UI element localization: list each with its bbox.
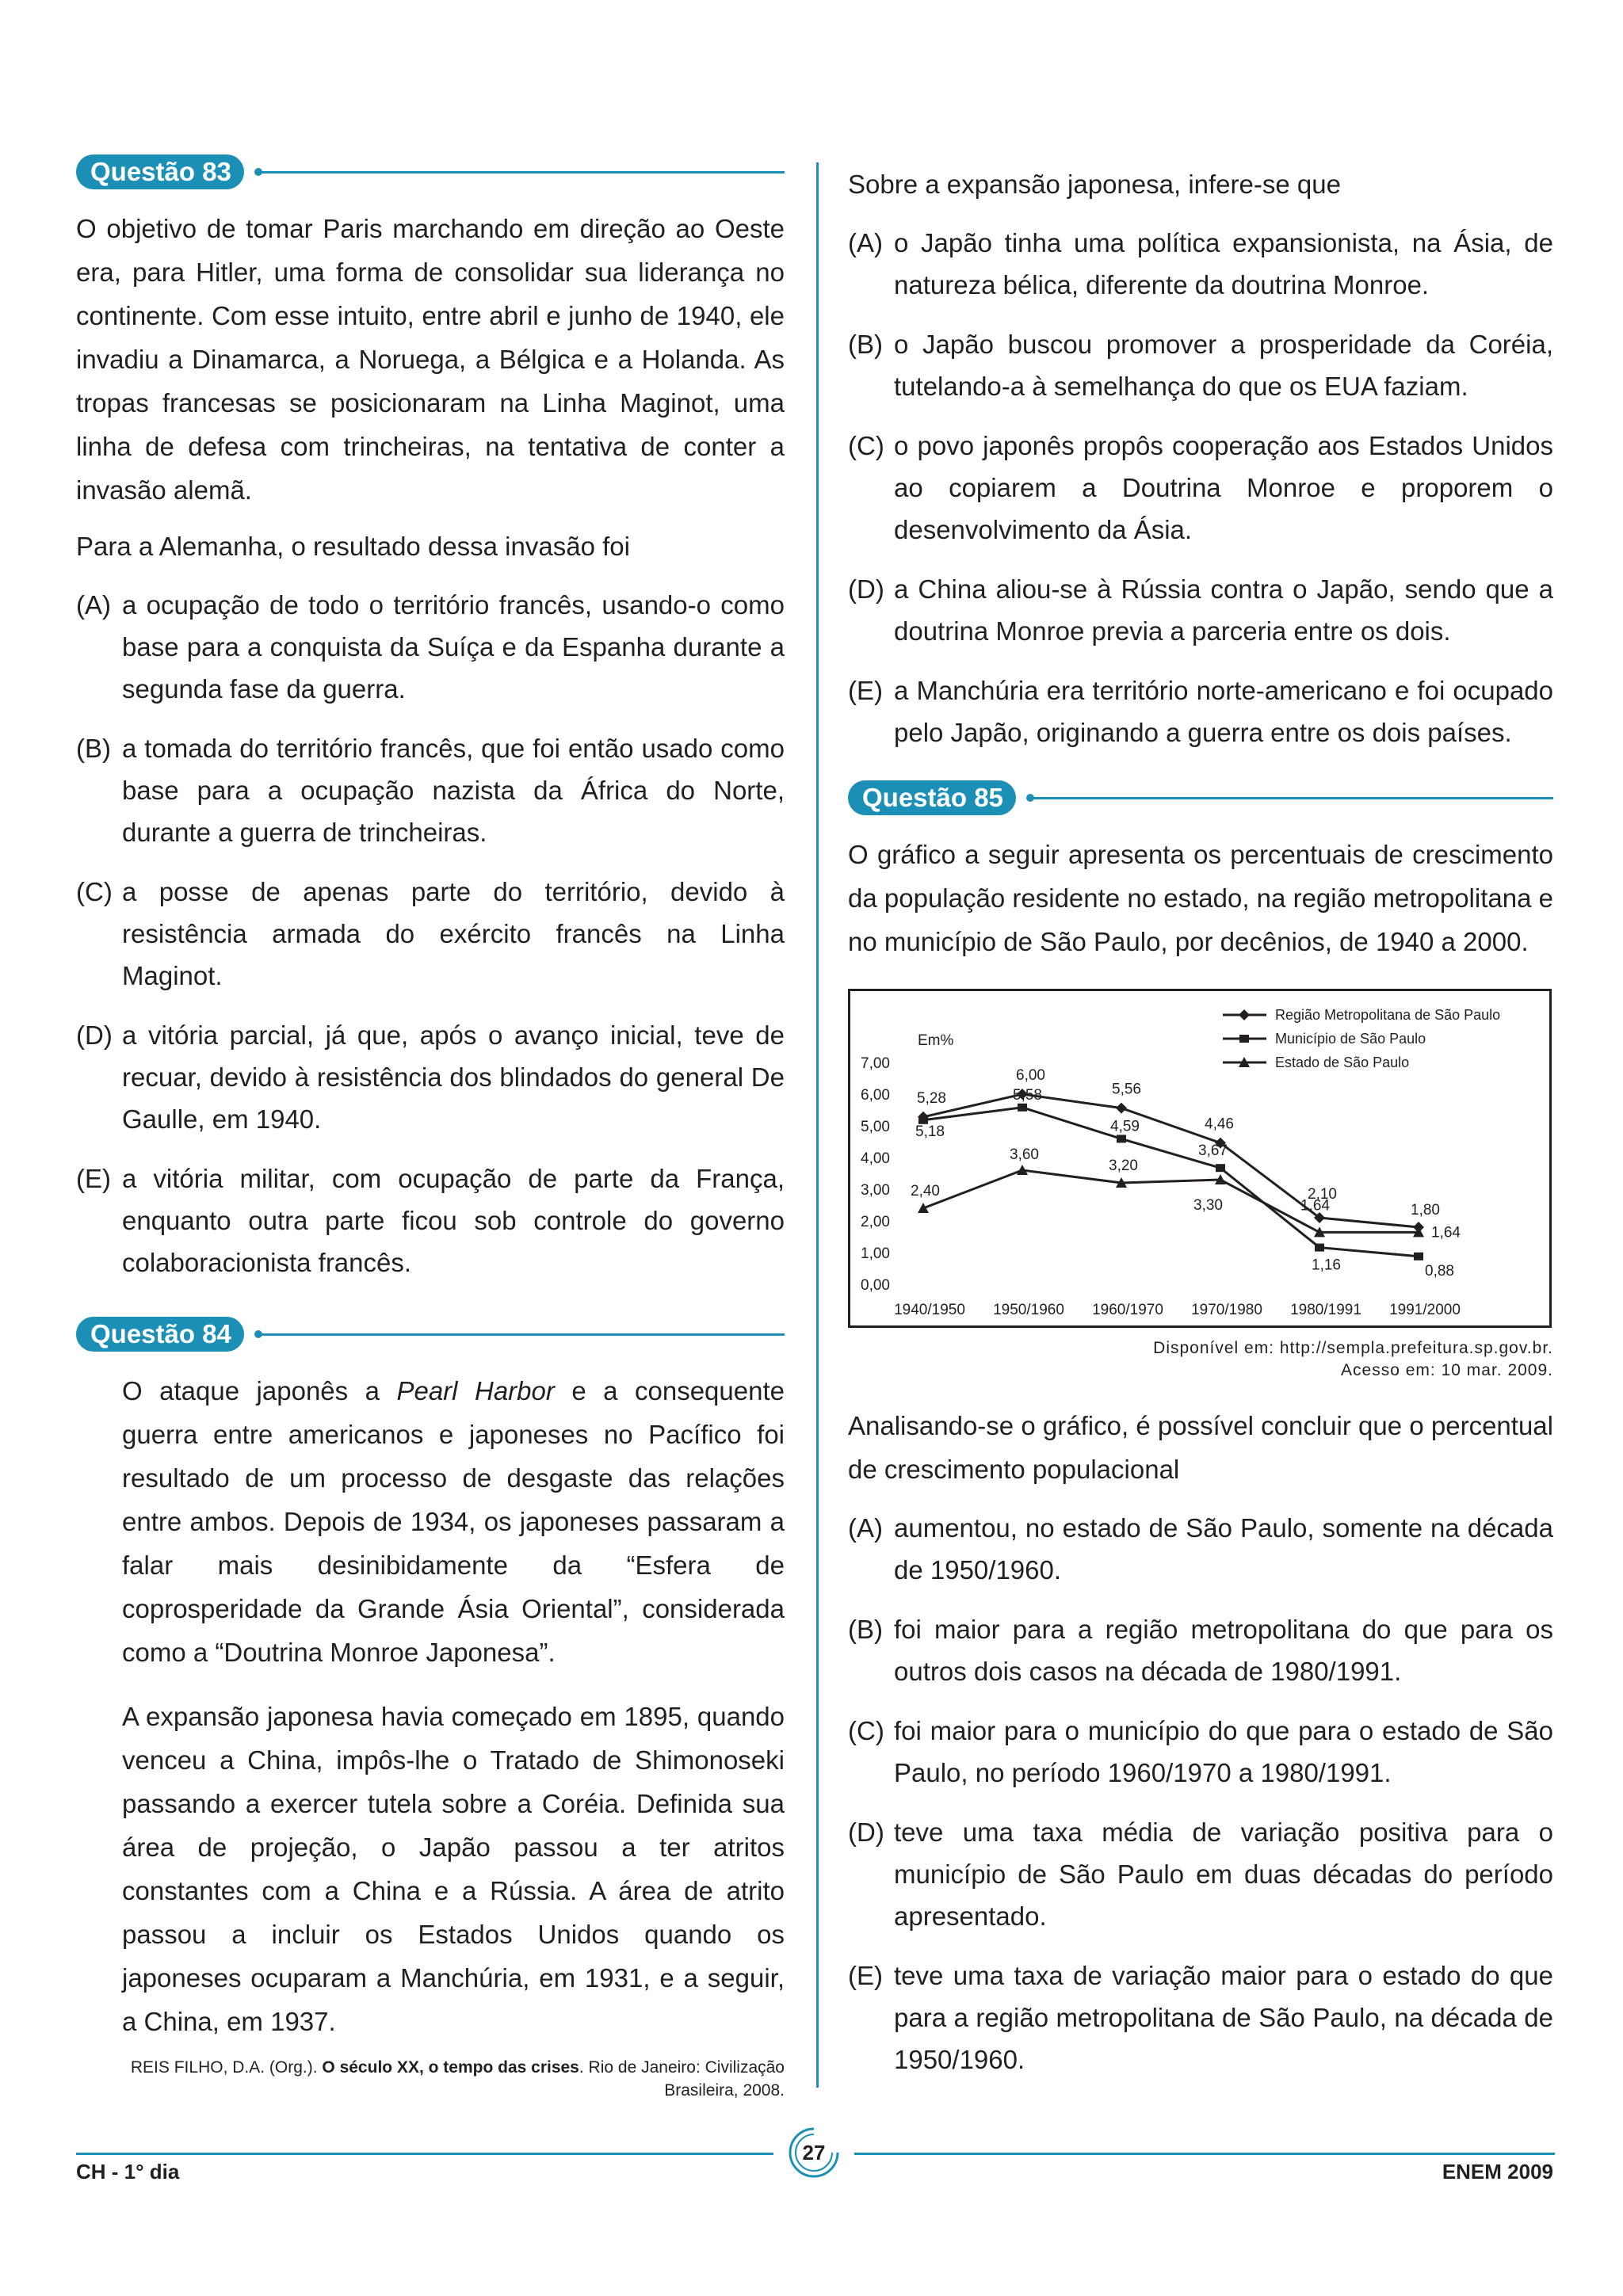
option-d[interactable] [848,1811,1553,1937]
data-label: 6,00 [1016,1067,1045,1084]
y-tick-label: 2,00 [861,1214,890,1230]
x-tick-label: 1960/1970 [1092,1302,1163,1318]
option-text: a vitória militar, com ocupação de parte da França, enquanto outra parte ficou sob controle do governo colaboracionista francês. [122,1164,785,1277]
question-85-options [848,1507,1553,2081]
question-83-badge: Questão 83 [76,154,244,189]
option-c[interactable] [848,425,1553,551]
y-tick-label: 0,00 [861,1277,890,1294]
y-tick-label: 4,00 [861,1150,890,1167]
question-85-badge: Questão 85 [848,780,1016,815]
question-84-text-2: A expansão japonesa havia começado em 1895, quando venceu a China, impôs-lhe o Tratado de Shimonoseki passando a exercer tutela sobre a Coréia. Definida sua área de projeção, o Japão passou a ter atritos constantes com a China e a Rússia. A área de atrito passou a incluir os Estados Unidos quando os japoneses ocuparam a Manchúria, em 1931, e a seguir, a China, em 1937. [122,1702,785,2036]
option-letter: (B) [76,734,111,763]
option-text: foi maior para o município do que para o estado de São Paulo, no período 1960/1970 a 1980/1991. [894,1716,1553,1787]
option-e[interactable] [848,669,1553,753]
option-c[interactable] [76,871,785,997]
option-text: a ocupação de todo o território francês, usando-o como base para a conquista da Suíça e da Espanha durante a segunda fase da guerra. [122,590,785,704]
x-tick-label: 1980/1991 [1290,1302,1361,1318]
option-c[interactable] [848,1710,1553,1794]
question-85-header [848,780,1553,817]
data-label: 1,16 [1312,1257,1341,1274]
line-chart-svg [850,991,1549,1325]
data-label: 5,28 [917,1089,946,1107]
data-label: 4,46 [1205,1116,1234,1133]
option-a[interactable] [848,222,1553,306]
option-b[interactable] [76,727,785,853]
series-line-1 [923,1094,1419,1227]
option-letter: (A) [848,228,883,257]
data-label: 5,18 [915,1123,945,1140]
data-label: 1,64 [1431,1224,1461,1241]
option-b[interactable] [848,323,1553,407]
text-run: O ataque japonês a [122,1376,397,1405]
data-label: 1,80 [1411,1202,1440,1219]
option-d[interactable] [76,1014,785,1140]
footer-rule-right [854,2153,1555,2155]
header-rule [1030,797,1553,799]
data-label: 2,10 [1308,1186,1337,1203]
question-85-stem: Analisando-se o gráfico, é possível concluir que o percentual de crescimento populacional [848,1411,1553,1484]
footer-left-label: CH - 1° dia [76,2160,180,2183]
footer-rule-left [76,2153,773,2155]
growth-chart [848,989,1552,1328]
y-tick-label: 3,00 [861,1182,890,1199]
option-letter: (E) [848,1961,883,1990]
option-letter: (E) [76,1164,111,1193]
data-label: 3,30 [1193,1197,1223,1214]
legend-label: Estado de São Paulo [1275,1055,1410,1070]
option-a[interactable] [76,584,785,710]
citation-rest: . Rio de Janeiro: Civilização Brasileira, 2008. [579,2058,785,2100]
option-text: a China aliou-se à Rússia contra o Japão, sendo que a doutrina Monroe previa a parceria entre os dois. [894,574,1553,646]
question-84-header [76,1317,785,1353]
x-tick-label: 1940/1950 [894,1302,965,1318]
footer-right-label: ENEM 2009 [1442,2160,1553,2183]
chart-source [848,1337,1553,1382]
legend-label: Região Metropolitana de São Paulo [1275,1007,1501,1023]
question-83-options [76,584,785,1283]
data-label: 1,64 [1300,1197,1330,1215]
question-83-stem: Para a Alemanha, o resultado dessa invasão foi [76,532,630,561]
column-divider [816,162,819,2088]
option-letter: (D) [848,574,884,604]
data-label: 3,20 [1109,1158,1138,1174]
option-text: o povo japonês propôs cooperação aos Estados Unidos ao copiarem a Doutrina Monroe e proporem o desenvolvimento da Ásia. [894,431,1553,544]
y-axis-label: Em% [918,1032,954,1049]
option-text: o Japão tinha uma política expansionista, na Ásia, de natureza bélica, diferente da doutrina Monroe. [894,228,1553,299]
option-text: aumentou, no estado de São Paulo, somente na década de 1950/1960. [894,1513,1553,1585]
option-letter: (A) [76,590,111,620]
option-letter: (B) [848,1615,883,1644]
option-text: a tomada do território francês, que foi então usado como base para a ocupação nazista da África do Norte, durante a guerra de trincheiras. [122,734,785,847]
question-84-options [848,222,1553,753]
header-rule [258,1333,785,1336]
option-text: o Japão buscou promover a prosperidade da Coréia, tutelando-a à semelhança do que os EUA faziam. [894,330,1553,401]
question-83-text: O objetivo de tomar Paris marchando em direção ao Oeste era, para Hitler, uma forma de consolidar sua liderança no continente. Com esse intuito, entre abril e junho de 1940, ele invadiu a Dinamarca, a Noruega, a Bélgica e a Holanda. As tropas francesas se posicionaram na Linha Maginot, uma linha de defesa com trincheiras, na tentativa de conter a invasão alemã. [76,214,785,505]
italic-term: Pearl Harbor [396,1376,555,1405]
option-a[interactable] [848,1507,1553,1591]
option-letter: (E) [848,676,883,705]
data-point-square-marker [1018,1104,1027,1112]
left-column [76,154,785,2102]
citation [76,2056,785,2102]
y-tick-label: 7,00 [861,1055,890,1072]
text-run: e a consequente guerra entre americanos e japoneses no Pacífico foi resultado de um processo de desgaste das relações entre ambos. Depois de 1934, os japoneses passaram a falar mais desinibidamente da “Esfera de coprosperidade da Grande Ásia Oriental”, considerada como a “Doutrina Monroe Japonesa”. [122,1376,785,1667]
source-access: Acesso em: 10 mar. 2009. [1341,1361,1553,1379]
question-85-text: O gráfico a seguir apresenta os percentuais de crescimento da população residente no estado, na região metropolitana e no município de São Paulo, por decênios, de 1940 a 2000. [848,840,1553,956]
option-text: a Manchúria era território norte-americano e foi ocupado pelo Japão, originando a guerra entre os dois países. [894,676,1553,747]
page-number [786,2125,842,2180]
y-tick-label: 6,00 [861,1087,890,1104]
data-label: 5,56 [1112,1081,1141,1098]
option-letter: (B) [848,330,883,359]
y-tick-label: 5,00 [861,1119,890,1135]
option-text: a vitória parcial, já que, após o avanço inicial, teve de recuar, devido à resistência dos blindados do general De Gaulle, em 1940. [122,1020,785,1134]
option-letter: (A) [848,1513,883,1543]
data-point-diamond-marker [1116,1103,1127,1114]
header-rule [258,171,785,174]
option-text: foi maior para a região metropolitana do que para os outros dois casos na década de 1980/1991. [894,1615,1553,1686]
citation-title: O século XX, o tempo das crises [322,2058,579,2077]
data-label: 3,67 [1198,1142,1228,1160]
option-d[interactable] [848,568,1553,652]
citation-author: REIS FILHO, D.A. (Org.). [130,2058,323,2077]
option-b[interactable] [848,1608,1553,1692]
page-number-text: 27 [802,2141,826,2164]
data-label: 4,59 [1110,1118,1140,1135]
option-text: teve uma taxa de variação maior para o estado do que para a região metropolitana de São Paulo, na década de 1950/1960. [894,1961,1553,2074]
question-84-badge: Questão 84 [76,1317,244,1352]
legend-marker [1239,1009,1250,1020]
option-letter: (C) [848,431,884,460]
source-line: Disponível em: http://sempla.prefeitura.sp.gov.br. [1153,1339,1553,1357]
data-point-square-marker [1414,1253,1423,1261]
x-tick-label: 1970/1980 [1191,1302,1262,1318]
y-tick-label: 1,00 [861,1245,890,1262]
legend-marker [1239,1035,1249,1043]
legend-label: Município de São Paulo [1275,1031,1426,1047]
data-point-square-marker [1315,1244,1324,1252]
question-84-stem: Sobre a expansão japonesa, infere-se que [848,170,1341,199]
question-83-header [76,154,785,191]
option-text: teve uma taxa média de variação positiva para o município de São Paulo em duas décadas do período apresentado. [894,1817,1553,1931]
x-tick-label: 1991/2000 [1389,1302,1461,1318]
data-label: 5,58 [1013,1086,1042,1104]
data-label: 2,40 [911,1183,940,1199]
data-label: 3,60 [1010,1146,1039,1163]
x-tick-label: 1950/1960 [993,1302,1064,1318]
data-point-square-marker [1216,1164,1225,1172]
option-e[interactable] [76,1158,785,1283]
data-label: 0,88 [1425,1262,1454,1280]
option-letter: (D) [76,1020,113,1050]
option-text: a posse de apenas parte do território, devido à resistência armada do exército francês na Linha Maginot. [122,877,785,990]
question-84-text-1 [76,1369,785,1674]
option-letter: (C) [76,877,113,906]
series-line-3 [923,1170,1419,1232]
option-e[interactable] [848,1955,1553,2081]
option-letter: (C) [848,1716,884,1745]
option-letter: (D) [848,1817,884,1847]
data-point-square-marker [1117,1135,1126,1142]
right-column [848,162,1553,2098]
